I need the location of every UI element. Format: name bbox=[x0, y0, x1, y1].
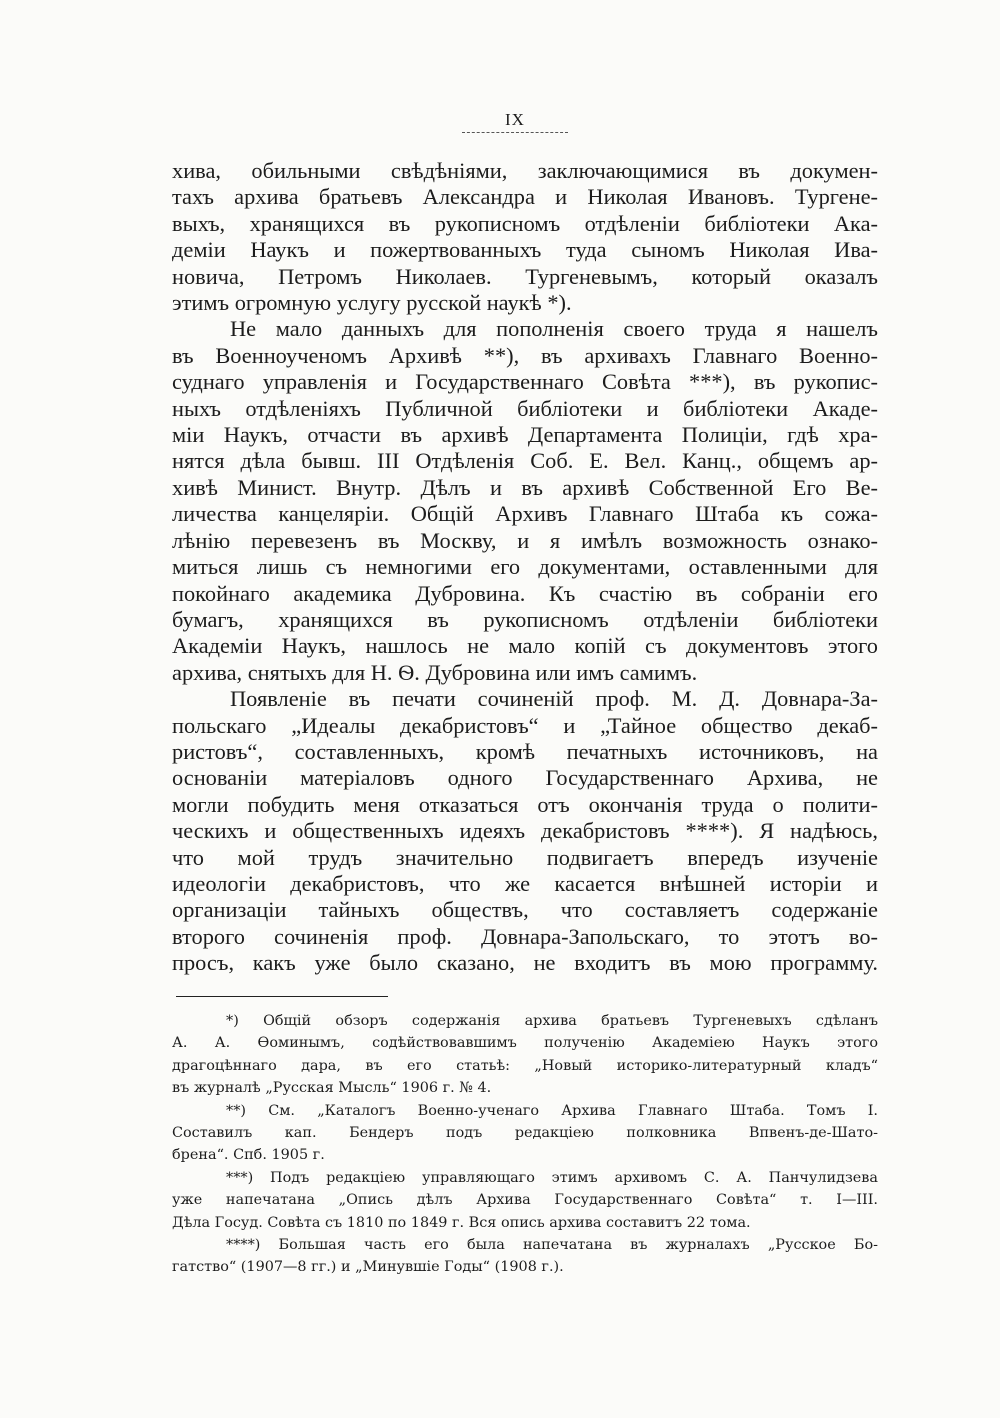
body-line: польскаго „Идеалы декабристовъ“ и „Тайное общество декаб- bbox=[172, 712, 878, 738]
footnote-line: **) См. „Каталогъ Военно-ученаго Архива Главнаго Штаба. Томъ I. bbox=[226, 1102, 878, 1119]
body-line: просъ, какъ уже было сказано, не входитъ въ мою программу. bbox=[172, 950, 878, 976]
body-line: хивѣ Минист. Внутр. Дѣлъ и въ архивѣ Собственной Его Ве- bbox=[172, 474, 878, 500]
body-line: ныхъ отдѣленіяхъ Публичной библіотеки и библіотеки Акаде- bbox=[172, 395, 878, 421]
body-line: лѣнію перевезенъ въ Москву, и я имѣлъ возможность ознако- bbox=[172, 527, 878, 553]
body-line: суднаго управленія и Государственнаго Совѣта ***), въ рукопис- bbox=[172, 369, 878, 395]
footnote-line: уже напечатана „Опись дѣлъ Архива Государственнаго Совѣта“ т. I—III. bbox=[172, 1192, 878, 1209]
footnote-line: ****) Большая часть его была напечатана въ журналахъ „Русское Бо- bbox=[226, 1237, 878, 1254]
footnote-line: А. А. Ѳоминымъ, содѣйствовавшимъ полученію Академіею Наукъ этого bbox=[172, 1035, 878, 1052]
body-line: архива, снятыхъ для Н. Ѳ. Дубровина или имъ самимъ. bbox=[172, 659, 698, 685]
body-line: идеологіи декабристовъ, что же касается внѣшней исторіи и bbox=[172, 870, 878, 896]
footnote-line: *) Общій обзоръ содержанія архива братьевъ Тургеневыхъ сдѣланъ bbox=[226, 1013, 878, 1029]
body-line: этимъ огромную услугу русской наукѣ *). bbox=[172, 290, 572, 316]
footnotes bbox=[172, 1010, 878, 1279]
body-line: покойнаго академика Дубровина. Къ счастію въ собраніи его bbox=[172, 580, 878, 606]
footnote-line: брена“. Спб. 1905 г. bbox=[172, 1147, 325, 1164]
body-line: тахъ архива братьевъ Александра и Николая Ивановъ. Тургене- bbox=[172, 184, 878, 210]
footnote-line: Составилъ кап. Бендеръ подъ редакціею полковника Впвенъ-де-Шато- bbox=[172, 1125, 878, 1142]
body-line: міи Наукъ, отчасти въ архивѣ Департамента Полиціи, гдѣ хра- bbox=[172, 422, 878, 448]
body-line: деміи Наукъ и пожертвованныхъ туда сыномъ Николая Ива- bbox=[172, 237, 878, 263]
body-line: ческихъ и общественныхъ идеяхъ декабристовъ ****). Я надѣюсь, bbox=[172, 818, 878, 844]
footnote-line: драгоцѣннаго дара, въ его статьѣ: „Новый историко-литературный кладъ“ bbox=[172, 1057, 878, 1074]
footnote-line: Дѣла Госуд. Совѣта съ 1810 по 1849 г. Вся опись архива составитъ 22 тома. bbox=[172, 1214, 751, 1231]
body-line: ристовъ“, составленныхъ, кромѣ печатныхъ источниковъ, на bbox=[172, 738, 878, 764]
page-number: IX bbox=[462, 110, 568, 133]
body-line: личества канцеляріи. Общій Архивъ Главнаго Штаба къ сожа- bbox=[172, 501, 878, 527]
body-line: нятся дѣла бывш. III Отдѣленія Соб. Е. Вел. Канц., общемъ ар- bbox=[172, 448, 878, 474]
body-line: могли побудить меня отказаться отъ окончанія труда о полити- bbox=[172, 791, 878, 817]
body-line: основаніи матеріаловъ одного Государственнаго Архива, не bbox=[172, 765, 878, 791]
footnote-line: ***) Подъ редакціею управляющаго этимъ архивомъ С. А. Панчулидзева bbox=[226, 1169, 878, 1186]
body-line: хива, обильными свѣдѣніями, заключающимися въ докумен- bbox=[172, 158, 878, 183]
body-line: Академіи Наукъ, нашлось не мало копій съ документовъ этого bbox=[172, 633, 878, 659]
footnote-divider bbox=[176, 996, 388, 997]
body-line: выхъ, хранящихся въ рукописномъ отдѣленіи библіотеки Ака- bbox=[172, 210, 878, 236]
footnote-line: въ журналѣ „Русская Мысль“ 1906 г. № 4. bbox=[172, 1080, 492, 1097]
body-line: Не мало данныхъ для пополненія своего труда я нашелъ bbox=[230, 316, 878, 342]
body-line: миться лишь съ немногими его документами, оставленными для bbox=[172, 554, 878, 580]
body-line: организаціи тайныхъ обществъ, что составляетъ содержаніе bbox=[172, 897, 878, 923]
body-line: новича, Петромъ Николаев. Тургеневымъ, который оказалъ bbox=[172, 263, 878, 289]
body-line: въ Военноученомъ Архивѣ **), въ архивахъ Главнаго Военно- bbox=[172, 342, 878, 368]
footnote-line: гатство“ (1907—8 гг.) и „Минувшіе Годы“ (1908 г.). bbox=[172, 1259, 564, 1276]
body-text bbox=[172, 158, 878, 977]
body-line: Появленіе въ печати сочиненій проф. М. Д. Довнара-За- bbox=[230, 686, 878, 712]
body-line: что мой трудъ значительно подвигаетъ впередъ изученіе bbox=[172, 844, 878, 870]
body-line: бумагъ, хранящихся въ рукописномъ отдѣленіи библіотеки bbox=[172, 606, 878, 632]
body-line: второго сочиненія проф. Довнара-Запольскаго, то этотъ во- bbox=[172, 923, 878, 949]
